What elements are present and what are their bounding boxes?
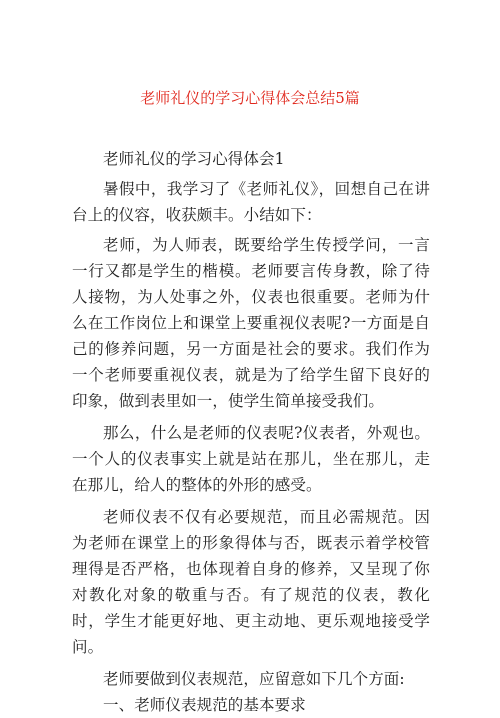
paragraph-5: 老师要做到仪表规范，应留意如下几个方面: [103, 670, 405, 688]
section-heading: 老师礼仪的学习心得体会1 [103, 150, 285, 168]
subsection-heading: 一、老师仪表规范的基本要求 [103, 696, 306, 714]
paragraph-2: 老师，为人师表，既要给学生传授学问，一言一行又都是学生的楷模。老师要言传身教，除了待人接物，为人处事之外，仪表也很重要。老师为什么在工作岗位上和课堂上要重视仪表呢?一方面是自己的修养问题，另一方面是社会的要求。我们作为一个老师要重视仪表，就是为了给学生留下良好的印象，做到表里如一，使学生简单接受我们。 [72, 236, 430, 410]
document-title: 老师礼仪的学习心得体会总结5篇 [140, 89, 360, 107]
document-body [72, 146, 430, 718]
paragraph-4: 老师仪表不仅有必要规范，而且必需规范。因为老师在课堂上的形象得体与否，既表示着学校管理得是否严格，也体现着自身的修养，又呈现了你对教化对象的敬重与否。有了规范的仪表，教化时，学生才能更好地、更主动地、更乐观地接受学问。 [72, 508, 430, 656]
paragraph-1: 暑假中，我学习了《老师礼仪》，回想自己在讲台上的仪容，收获颇丰。小结如下： [72, 180, 430, 224]
paragraph-3: 那么，什么是老师的仪表呢?仪表者，外观也。一个人的仪表事实上就是站在那儿，坐在那儿，走在那儿，给人的整体的外形的感受。 [72, 424, 430, 494]
